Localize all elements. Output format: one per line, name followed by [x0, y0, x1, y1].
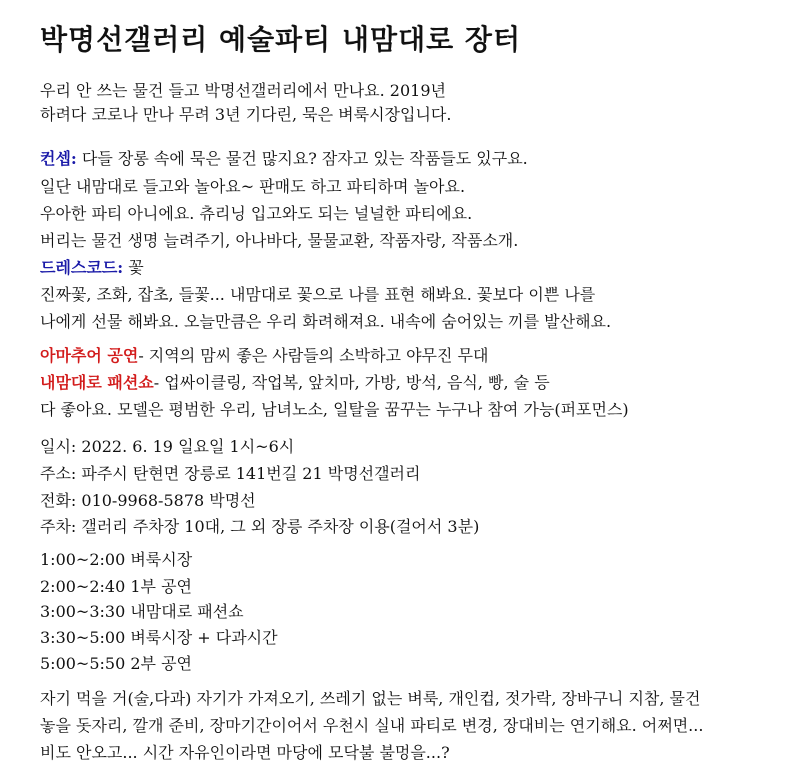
concept-line-3: 우아한 파티 아니에요. 츄리닝 입고와도 되는 널널한 파티에요. — [40, 204, 473, 223]
concept-label: 컨셉: — [40, 149, 77, 168]
intro-line-1: 우리 안 쓰는 물건 들고 박명선갤러리에서 만나요. 2019년 — [40, 81, 446, 100]
fashion-line-2: 다 좋아요. 모델은 평범한 우리, 남녀노소, 일탈을 꿈꾸는 누구나 참여 가능(퍼포먼스) — [40, 400, 629, 419]
schedule-item: 3:00~3:30 내맘대로 패션쇼 — [40, 602, 244, 621]
fashion-line — [40, 372, 550, 394]
schedule-item: 3:30~5:00 벼룩시장 + 다과시간 — [40, 628, 278, 647]
closing-line-3: 비도 안오고... 시간 자유인이라면 마당에 모닥불 불멍을...? — [40, 743, 450, 762]
info-address: 주소: 파주시 탄현면 장릉로 141번길 21 박명선갤러리 — [40, 464, 421, 483]
info-date: 일시: 2022. 6. 19 일요일 1시~6시 — [40, 437, 295, 456]
dresscode-desc-2: 나에게 선물 해봐요. 오늘만큼은 우리 화려해져요. 내속에 숨어있는 끼를 발산해요. — [40, 312, 612, 331]
concept-line-4: 버리는 물건 생명 늘려주기, 아나바다, 물물교환, 작품자랑, 작품소개. — [40, 231, 519, 250]
dresscode-desc-1: 진짜꽃, 조화, 잡초, 들꽃... 내맘대로 꽃으로 나를 표현 해봐요. 꽃보다 이쁜 나를 — [40, 285, 596, 304]
concept-line-1 — [40, 148, 528, 170]
info-phone: 전화: 010-9968-5878 박명선 — [40, 491, 256, 510]
info-parking: 주차: 갤러리 주차장 10대, 그 외 장릉 주차장 이용(걸어서 3분) — [40, 517, 480, 536]
closing-line-2: 놓을 돗자리, 깔개 준비, 장마기간이어서 우천시 실내 파티로 변경, 장대비는 연기해요. 어쩌면... — [40, 716, 704, 735]
dresscode-value: 꽃 — [123, 258, 144, 277]
fashion-text: - 업싸이클링, 작업복, 앞치마, 가방, 방석, 음식, 빵, 술 등 — [153, 373, 550, 392]
dresscode-label: 드레스코드: — [40, 258, 124, 277]
schedule-item: 2:00~2:40 1부 공연 — [40, 577, 192, 596]
intro-line-2: 하려다 코로나 만나 무려 3년 기다린, 묵은 벼룩시장입니다. — [40, 105, 452, 124]
schedule-item: 5:00~5:50 2부 공연 — [40, 654, 192, 673]
dresscode-line — [40, 257, 144, 279]
schedule-item: 1:00~2:00 벼룩시장 — [40, 550, 193, 569]
concept-text: 다들 장롱 속에 묵은 물건 많지요? 잠자고 있는 작품들도 있구요. — [76, 149, 528, 168]
concept-line-2: 일단 내맘대로 들고와 놀아요~ 판매도 하고 파티하며 놀아요. — [40, 177, 466, 196]
amateur-label: 아마추어 공연 — [40, 346, 139, 365]
closing-line-1: 자기 먹을 거(술,다과) 자기가 가져오기, 쓰레기 없는 벼룩, 개인컵, 젓가락, 장바구니 지참, 물건 — [40, 689, 701, 708]
amateur-text: - 지역의 맘씨 좋은 사람들의 소박하고 야무진 무대 — [138, 346, 489, 365]
fashion-label: 내맘대로 패션쇼 — [40, 373, 154, 392]
page-title: 박명선갤러리 예술파티 내맘대로 장터 — [40, 23, 522, 56]
amateur-line — [40, 345, 488, 367]
